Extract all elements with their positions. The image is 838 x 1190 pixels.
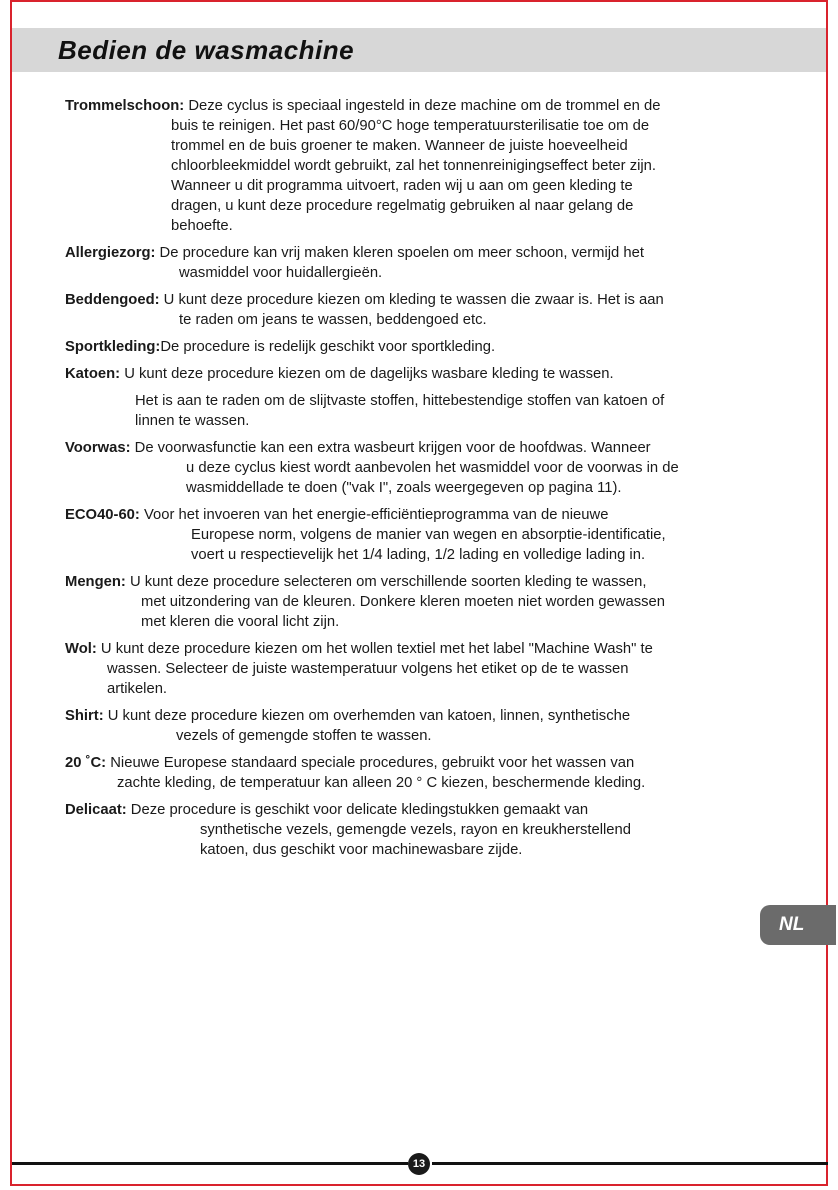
entry-line: met uitzondering van de kleuren. Donkere kleren moeten niet worden gewassen: [141, 594, 665, 610]
entry-line: trommel en de buis groener te maken. Wanneer de juiste hoeveelheid: [171, 138, 628, 154]
footer-divider-right: [432, 1162, 828, 1165]
entry-line: Europese norm, volgens de manier van wegen en absorptie-identificatie,: [191, 527, 666, 543]
entry-line: buis te reinigen. Het past 60/90°C hoge temperatuursterilisatie toe om de: [171, 118, 650, 134]
entry-line: wassen. Selecteer de juiste wastemperatuur volgens het etiket op de te wassen: [107, 661, 629, 677]
entry-text: Nieuwe Europese standaard speciale procedures, gebruikt voor het wassen van: [106, 755, 635, 771]
entry-line: linnen te wassen.: [135, 413, 250, 429]
term-label: 20 ˚C:: [65, 755, 107, 771]
term-label: Shirt:: [65, 708, 104, 724]
term-label: Allergiezorg:: [65, 245, 156, 261]
entry-line: Wanneer u dit programma uitvoert, raden wij u aan om geen kleding te: [171, 178, 633, 194]
program-descriptions: [65, 96, 770, 867]
entry-line: vezels of gemengde stoffen te wassen.: [176, 728, 432, 744]
entry-text: Deze procedure is geschikt voor delicate kledingstukken gemaakt van: [126, 802, 589, 818]
katoen-extra-note: [135, 391, 770, 431]
entry-text: U kunt deze procedure kiezen om kleding te wassen die zwaar is. Het is aan: [159, 292, 664, 308]
entry-text: U kunt deze procedure kiezen om het wollen textiel met het label "Machine Wash" te: [96, 641, 653, 657]
entry-trommelschoon: [65, 96, 770, 236]
entry-line: te raden om jeans te wassen, beddengoed etc.: [179, 312, 487, 328]
entry-text: Deze cyclus is speciaal ingesteld in deze machine om de trommel en de: [184, 98, 661, 114]
term-label: ECO40-60:: [65, 507, 140, 523]
term-label: Delicaat:: [65, 802, 127, 818]
term-label: Wol:: [65, 641, 97, 657]
language-tab-nl: NL: [760, 905, 836, 945]
entry-line: chloorbleekmiddel wordt gebruikt, zal het tonnenreinigingseffect beter zijn.: [171, 158, 657, 174]
term-label: Katoen:: [65, 366, 121, 382]
entry-sportkleding: [65, 337, 770, 357]
entry-line: dragen, u kunt deze procedure regelmatig gebruiken al naar gelang de: [171, 198, 634, 214]
entry-text: De procedure is redelijk geschikt voor sportkleding.: [160, 339, 496, 355]
entry-delicaat: [65, 800, 770, 860]
entry-text: U kunt deze procedure kiezen om overhemden van katoen, linnen, synthetische: [103, 708, 631, 724]
entry-line: voert u respectievelijk het 1/4 lading, 1/2 lading en volledige lading in.: [191, 547, 646, 563]
entry-line: behoefte.: [171, 218, 233, 234]
entry-wol: [65, 639, 770, 699]
entry-voorwas: [65, 438, 770, 498]
term-label: Trommelschoon:: [65, 98, 185, 114]
entry-text: De voorwasfunctie kan een extra wasbeurt krijgen voor de hoofdwas. Wanneer: [130, 440, 651, 456]
entry-line: wasmiddellade te doen ("vak I", zoals weergegeven op pagina 11).: [186, 480, 622, 496]
entry-20c: [65, 753, 770, 793]
entry-line: met kleren die vooral licht zijn.: [141, 614, 340, 630]
entry-text: De procedure kan vrij maken kleren spoelen om meer schoon, vermijd het: [155, 245, 644, 261]
entry-line: synthetische vezels, gemengde vezels, rayon en kreukherstellend: [200, 822, 631, 838]
entry-allergiezorg: [65, 243, 770, 283]
entry-beddengoed: [65, 290, 770, 330]
term-label: Sportkleding:: [65, 339, 161, 355]
page-title: Bedien de wasmachine: [58, 35, 355, 65]
term-label: Beddengoed:: [65, 292, 160, 308]
entry-katoen: [65, 364, 770, 384]
entry-line: Het is aan te raden om de slijtvaste stoffen, hittebestendige stoffen van katoen of: [135, 393, 665, 409]
entry-line: katoen, dus geschikt voor machinewasbare zijde.: [200, 842, 523, 858]
entry-text: Voor het invoeren van het energie-efficiëntieprogramma van de nieuwe: [139, 507, 609, 523]
entry-mengen: [65, 572, 770, 632]
term-label: Mengen:: [65, 574, 126, 590]
entry-text: U kunt deze procedure kiezen om de dagelijks wasbare kleding te wassen.: [120, 366, 614, 382]
term-label: Voorwas:: [65, 440, 131, 456]
entry-eco40-60: [65, 505, 770, 565]
page-number-badge: 13: [408, 1153, 430, 1175]
entry-line: artikelen.: [107, 681, 168, 697]
entry-text: U kunt deze procedure selecteren om verschillende soorten kleding te wassen,: [125, 574, 647, 590]
entry-line: zachte kleding, de temperatuur kan alleen 20 ° C kiezen, beschermende kleding.: [117, 775, 646, 791]
entry-shirt: [65, 706, 770, 746]
entry-line: u deze cyclus kiest wordt aanbevolen het wasmiddel voor de voorwas in de: [186, 460, 679, 476]
footer-divider-left: [12, 1162, 408, 1165]
entry-line: wasmiddel voor huidallergieën.: [179, 265, 383, 281]
